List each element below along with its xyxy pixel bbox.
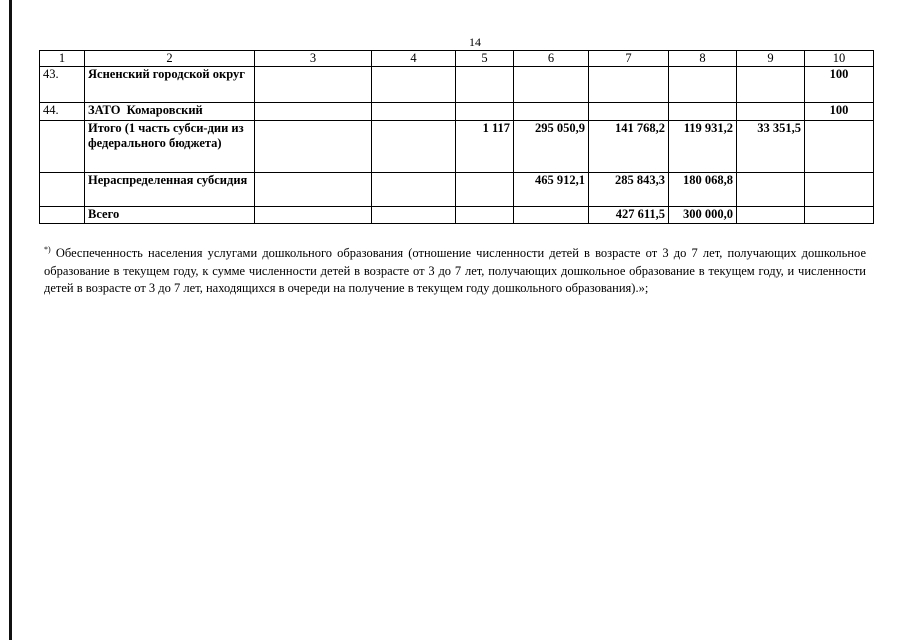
column-header: 7 (589, 51, 669, 67)
column-header: 6 (514, 51, 589, 67)
cell: 33 351,5 (737, 121, 805, 173)
row-name: Ясненский городской округ (85, 67, 255, 103)
table-row (40, 173, 874, 207)
subsidy-table (39, 50, 874, 224)
cell (805, 207, 874, 224)
cell (372, 207, 456, 224)
cell (514, 67, 589, 103)
cell: 119 931,2 (669, 121, 737, 173)
column-header: 4 (372, 51, 456, 67)
cell: 180 068,8 (669, 173, 737, 207)
cell (255, 103, 372, 121)
column-header: 9 (737, 51, 805, 67)
cell (589, 103, 669, 121)
cell (456, 103, 514, 121)
cell: 295 050,9 (514, 121, 589, 173)
column-header: 1 (40, 51, 85, 67)
cell (255, 207, 372, 224)
cell: 141 768,2 (589, 121, 669, 173)
cell (805, 173, 874, 207)
cell: 100 (805, 103, 874, 121)
cell: 427 611,5 (589, 207, 669, 224)
column-header: 5 (456, 51, 514, 67)
row-name: ЗАТО Комаровский (85, 103, 255, 121)
cell (589, 67, 669, 103)
cell (255, 173, 372, 207)
row-name: Всего (85, 207, 255, 224)
table-row (40, 67, 874, 103)
cell (372, 67, 456, 103)
cell (372, 173, 456, 207)
cell (514, 103, 589, 121)
cell (514, 207, 589, 224)
cell (737, 173, 805, 207)
footnote (44, 241, 866, 298)
cell: 465 912,1 (514, 173, 589, 207)
table-header-row (40, 51, 874, 67)
cell (737, 67, 805, 103)
cell (456, 207, 514, 224)
row-number (40, 207, 85, 224)
column-header: 2 (85, 51, 255, 67)
column-header: 8 (669, 51, 737, 67)
cell (255, 67, 372, 103)
row-name: Нераспределенная субсидия (85, 173, 255, 207)
cell (255, 121, 372, 173)
cell: 300 000,0 (669, 207, 737, 224)
row-name: Итого (1 часть субси-дии из федерального бюджета) (85, 121, 255, 173)
footnote-mark: *) (44, 245, 51, 254)
cell: 100 (805, 67, 874, 103)
binding-line (9, 0, 12, 640)
cell (456, 173, 514, 207)
row-number (40, 121, 85, 173)
cell (805, 121, 874, 173)
cell (669, 67, 737, 103)
column-header: 3 (255, 51, 372, 67)
table-row (40, 103, 874, 121)
cell: 1 117 (456, 121, 514, 173)
cell (669, 103, 737, 121)
cell: 285 843,3 (589, 173, 669, 207)
row-number: 44. (40, 103, 85, 121)
page-number: 14 (469, 35, 481, 49)
cell (737, 207, 805, 224)
table-row (40, 207, 874, 224)
cell (737, 103, 805, 121)
cell (372, 103, 456, 121)
row-number: 43. (40, 67, 85, 103)
cell (372, 121, 456, 173)
row-number (40, 173, 85, 207)
footnote-text: Обеспеченность населения услугами дошкольного образования (отношение численности детей в возрасте от 3 до 7 лет, получающих дошкольное образование в текущем году, к сумме численности детей в возрасте от 3 до 7 лет, получающих дошкольное образование в текущем году, и численности детей в возрасте от 3 до 7 лет, находящихся в очереди на получение в текущем году дошкольного образования).»; (44, 246, 867, 296)
table-row (40, 121, 874, 173)
column-header: 10 (805, 51, 874, 67)
cell (456, 67, 514, 103)
